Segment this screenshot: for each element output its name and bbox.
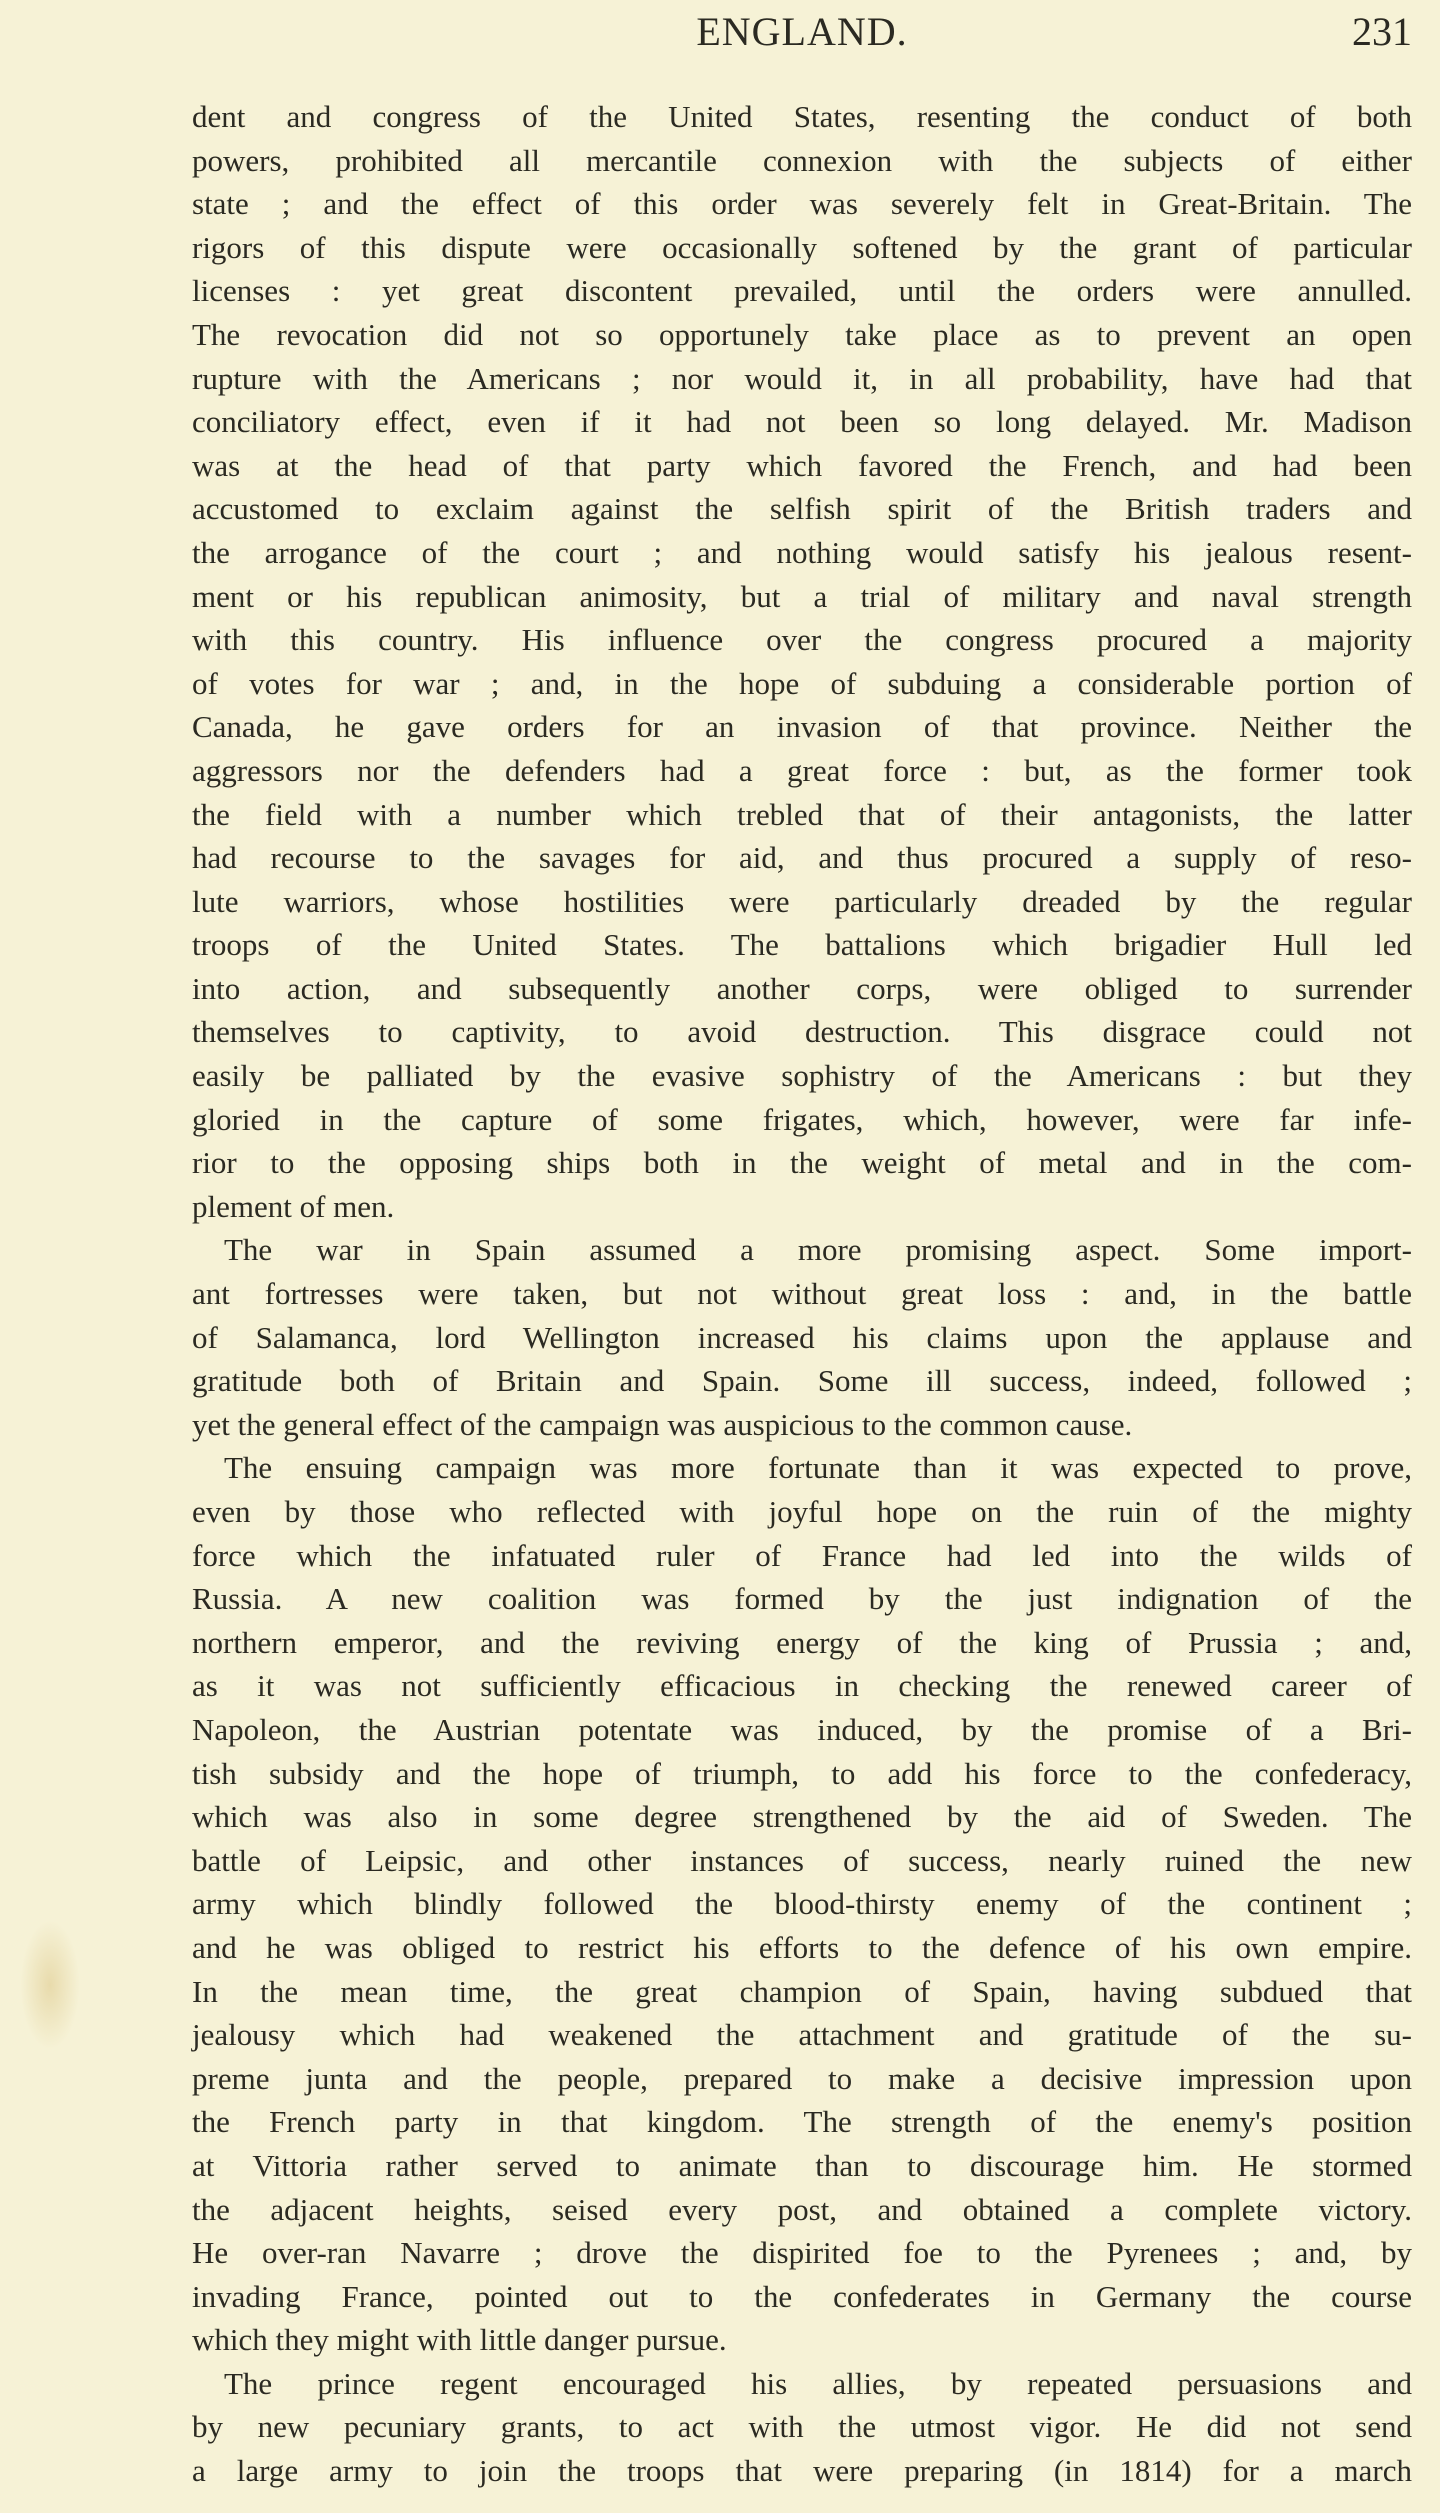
text-line: dent and congress of the United States, resenting the conduct of both [192,99,1412,134]
text-line: He over-ran Navarre ; drove the dispirited foe to the Pyrenees ; and, by [192,2235,1412,2271]
text-line: gratitude both of Britain and Spain. Some ill success, indeed, followed ; [192,1363,1412,1399]
text-line: was at the head of that party which favored the French, and had been [192,447,1412,483]
text-line: battle of Leipsic, and other instances of success, nearly ruined the new [192,1842,1412,1878]
text-line: yet the general effect of the campaign was auspicious to the common cause. [192,1406,1133,1442]
paragraph [192,2362,1412,2493]
text-line: a large army to join the troops that were preparing (in 1814) for a march [192,2453,1412,2489]
text-line: easily be palliated by the evasive sophistry of the Americans : but they [192,1058,1412,1094]
text-line: powers, prohibited all mercantile connexion with the subjects of either [192,142,1412,178]
body-text [192,95,1412,2493]
text-line: Napoleon, the Austrian potentate was induced, by the promise of a Bri- [192,1711,1412,1747]
text-line: of Salamanca, lord Wellington increased his claims upon the applause and [192,1319,1412,1355]
text-line: into action, and subsequently another corps, were obliged to surrender [192,970,1412,1006]
text-line: tish subsidy and the hope of triumph, to add his force to the confederacy, [192,1755,1412,1791]
paper-stain [20,1920,80,2050]
text-line: The revocation did not so opportunely take place as to prevent an open [192,316,1412,352]
text-line: In the mean time, the great champion of Spain, having subdued that [192,1973,1412,2009]
paragraph [192,95,1412,1228]
text-line: of votes for war ; and, in the hope of subduing a considerable portion of [192,665,1412,701]
text-line: aggressors nor the defenders had a great force : but, as the former took [192,752,1412,788]
text-line: rior to the opposing ships both in the weight of metal and in the com- [192,1145,1412,1181]
text-line: by new pecuniary grants, to act with the utmost vigor. He did not send [192,2409,1412,2445]
text-line: invading France, pointed out to the confederates in Germany the course [192,2278,1412,2314]
text-line: themselves to captivity, to avoid destruction. This disgrace could not [192,1014,1412,1050]
text-line: Russia. A new coalition was formed by the just indignation of the [192,1581,1412,1617]
text-line: which they might with little danger pursue. [192,2322,727,2358]
text-line: with this country. His influence over the congress procured a majority [192,622,1412,658]
text-line: had recourse to the savages for aid, and thus procured a supply of reso- [192,840,1412,876]
paragraph [192,1228,1412,1446]
text-line: conciliatory effect, even if it had not been so long delayed. Mr. Madison [192,404,1412,440]
text-line: the field with a number which trebled that of their antagonists, the latter [192,796,1412,832]
page-number: 231 [1352,9,1412,54]
text-line: The prince regent encouraged his allies, by repeated persuasions and [224,2365,1412,2401]
paragraph [192,1446,1412,2361]
text-line: licenses : yet great discontent prevailed, until the orders were annulled. [192,273,1412,309]
text-line: which was also in some degree strengthened by the aid of Sweden. The [192,1799,1412,1835]
text-line: force which the infatuated ruler of France had led into the wilds of [192,1537,1412,1573]
text-line: at Vittoria rather served to animate than to discourage him. He stormed [192,2147,1412,2183]
text-line: The war in Spain assumed a more promising aspect. Some import- [224,1232,1412,1268]
text-line: gloried in the capture of some frigates, which, however, were far infe- [192,1101,1412,1137]
text-line: the arrogance of the court ; and nothing would satisfy his jealous resent- [192,534,1412,570]
text-line: accustomed to exclaim against the selfish spirit of the British traders and [192,491,1412,527]
running-title: ENGLAND. [696,9,908,54]
text-line: the French party in that kingdom. The strength of the enemy's position [192,2104,1412,2140]
text-line: preme junta and the people, prepared to make a decisive impression upon [192,2060,1412,2096]
text-line: and he was obliged to restrict his efforts to the defence of his own empire. [192,1929,1412,1965]
text-line: northern emperor, and the reviving energy of the king of Prussia ; and, [192,1624,1412,1660]
text-line: The ensuing campaign was more fortunate than it was expected to prove, [224,1450,1412,1486]
text-line: army which blindly followed the blood-thirsty enemy of the continent ; [192,1886,1412,1922]
text-line: rupture with the Americans ; nor would it, in all probability, have had that [192,360,1412,396]
text-line: lute warriors, whose hostilities were particularly dreaded by the regular [192,883,1412,919]
text-line: even by those who reflected with joyful hope on the ruin of the mighty [192,1494,1412,1529]
text-line: as it was not sufficiently efficacious in checking the renewed career of [192,1668,1412,1704]
text-line: state ; and the effect of this order was severely felt in Great-Britain. The [192,186,1412,222]
text-line: the adjacent heights, seised every post, and obtained a complete victory. [192,2191,1412,2227]
text-line: Canada, he gave orders for an invasion of that province. Neither the [192,709,1412,745]
text-line: rigors of this dispute were occasionally softened by the grant of particular [192,229,1412,265]
text-line: plement of men. [192,1188,395,1224]
text-line: ant fortresses were taken, but not without great loss : and, in the battle [192,1276,1412,1312]
text-line: jealousy which had weakened the attachment and gratitude of the su- [192,2017,1412,2053]
page-header [192,8,1412,58]
text-line: troops of the United States. The battalions which brigadier Hull led [192,927,1412,963]
text-line: ment or his republican animosity, but a trial of military and naval strength [192,578,1412,614]
